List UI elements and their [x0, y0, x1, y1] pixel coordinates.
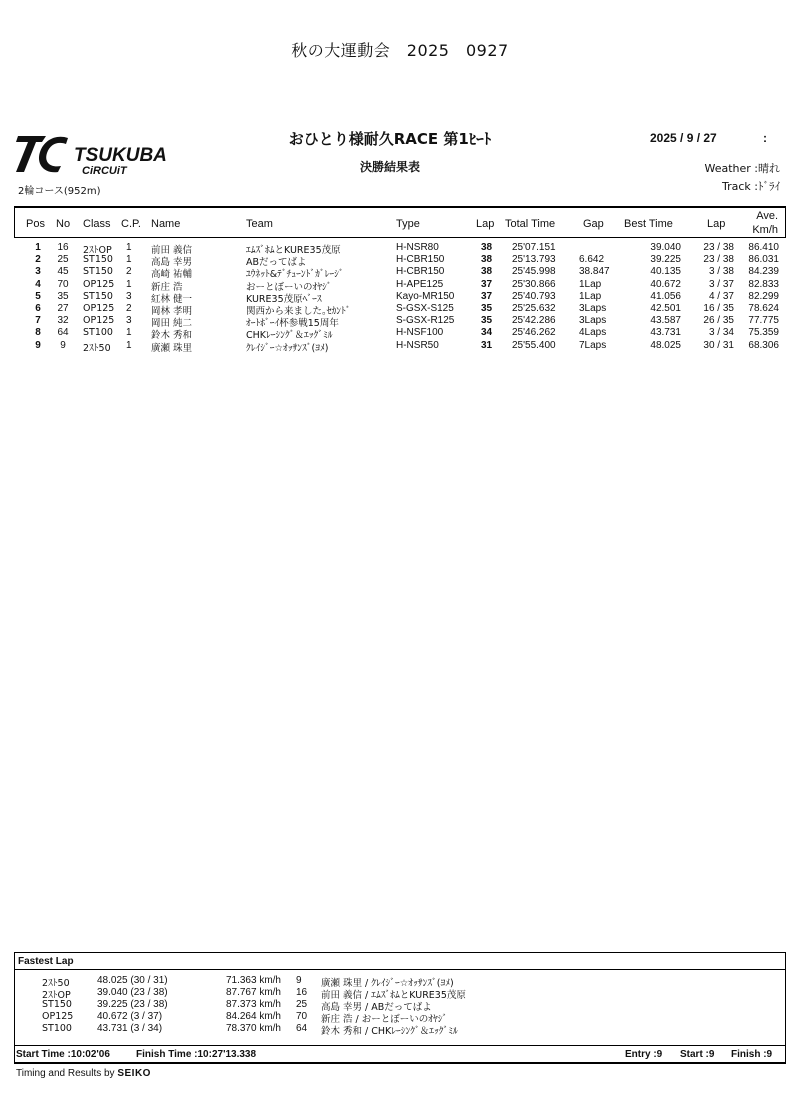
result-lap: 35	[481, 315, 493, 327]
col-pos: Pos	[26, 218, 45, 230]
result-ave: 75.359	[748, 327, 779, 339]
result-pos: 1	[35, 242, 41, 253]
result-type: H-CBR150	[396, 254, 445, 266]
result-total: 25'30.866	[512, 278, 556, 290]
fastest-lap-row	[0, 1023, 800, 1035]
result-lap: 37	[481, 290, 493, 302]
result-type: H-APE125	[396, 278, 444, 290]
result-class: OP125	[83, 315, 115, 327]
fastest-lap-time: 40.672 (3 / 37)	[97, 1011, 163, 1022]
result-best-lap: 30 / 31	[703, 339, 734, 351]
result-row	[0, 291, 800, 303]
fastest-lap-no: 25	[296, 999, 308, 1010]
result-pos: 3	[35, 266, 41, 278]
result-type: S-GSX-R125	[396, 315, 455, 327]
result-no: 25	[57, 254, 69, 266]
credit-prefix: Timing and Results by	[16, 1068, 118, 1079]
result-team: CHKﾚｰｼﾝｸﾞ＆ｴｯｸﾞﾐﾙ	[246, 330, 333, 342]
result-total: 25'40.793	[512, 290, 556, 302]
result-name: 前田 義信	[151, 245, 193, 256]
fastest-lap-class: 2ｽﾄOP	[42, 990, 71, 1001]
result-ave: 82.833	[748, 278, 779, 290]
result-best-lap: 3 / 34	[708, 327, 734, 339]
result-no: 9	[60, 339, 66, 351]
result-ave: 78.624	[748, 303, 779, 314]
result-row	[0, 279, 800, 291]
result-cp: 1	[126, 278, 132, 290]
result-class: 2ｽﾄOP	[83, 245, 112, 256]
result-gap: 1Lap	[579, 278, 602, 290]
result-best-lap: 23 / 38	[703, 242, 734, 253]
result-total: 25'42.286	[512, 315, 556, 327]
finish-count: Finish :9	[731, 1049, 773, 1060]
result-ave: 86.031	[748, 254, 779, 266]
result-gap: 1Lap	[579, 290, 602, 302]
result-cp: 3	[126, 290, 132, 302]
col-lap: Lap	[476, 218, 495, 230]
tc-logo-icon	[16, 132, 196, 178]
fastest-lap-rider: 新庄 浩 / おーとぼーいのｵﾔｼﾞ	[321, 1014, 448, 1025]
result-cp: 1	[126, 327, 132, 339]
result-type: S-GSX-S125	[396, 303, 454, 314]
fastest-lap-class: 2ｽﾄ50	[42, 978, 70, 989]
result-type: H-NSR80	[396, 242, 439, 253]
race-time-placeholder: :	[763, 131, 767, 145]
result-lap: 34	[481, 327, 493, 339]
tsukuba-circuit-logo	[16, 132, 196, 178]
result-no: 70	[57, 278, 69, 290]
result-best: 48.025	[650, 339, 681, 351]
entry-count: Entry :9	[625, 1049, 663, 1060]
result-row	[0, 254, 800, 269]
table-header-left-border	[14, 206, 15, 238]
fastest-lap-row	[0, 1011, 800, 1023]
result-no: 32	[57, 315, 69, 327]
col-ave-line1: Ave.	[756, 210, 778, 222]
fastest-lap-time: 48.025 (30 / 31)	[97, 975, 168, 986]
result-total: 25'55.400	[512, 339, 556, 351]
result-pos: 8	[35, 327, 41, 339]
result-lap: 38	[481, 242, 493, 253]
result-name: 高島 幸男	[151, 257, 193, 269]
track-label: Track :ﾄﾞﾗｲ	[722, 180, 780, 193]
table-header-top-border	[14, 206, 786, 208]
fastest-lap-rider: 廣瀬 珠里 / ｸﾚｲｼﾞｰ☆ｵｯｻﾝｽﾞ(ﾖﾒ)	[321, 978, 454, 989]
result-best-lap: 3 / 37	[708, 278, 734, 290]
seiko-brand: SEIKO	[117, 1068, 151, 1079]
result-row	[0, 327, 800, 342]
result-best: 40.672	[650, 278, 681, 290]
result-team: ｵｰﾄﾎﾞｰｲ杯参戦15周年	[246, 318, 339, 330]
result-lap: 35	[481, 303, 493, 314]
fastest-lap-class: ST150	[42, 999, 72, 1010]
fastest-lap-speed: 87.767 km/h	[225, 987, 281, 998]
fastest-lap-speed: 84.264 km/h	[225, 1011, 281, 1022]
result-pos: 5	[35, 290, 41, 302]
fastest-lap-no: 9	[296, 975, 302, 986]
result-pos: 7	[35, 315, 41, 327]
result-pos: 6	[35, 303, 41, 314]
result-ave: 77.775	[748, 315, 779, 327]
result-row	[0, 266, 800, 281]
fastest-lap-speed: 71.363 km/h	[225, 975, 281, 986]
result-best-lap: 16 / 35	[703, 303, 734, 314]
result-pos: 9	[35, 339, 41, 351]
result-row	[0, 242, 800, 254]
start-time: Start Time :10:02'06	[16, 1049, 110, 1060]
result-gap: 6.642	[579, 254, 605, 266]
result-team: ABだってばよ	[246, 257, 307, 269]
fastest-lap-speed: 78.370 km/h	[225, 1023, 281, 1034]
event-title: 秋の大運動会 2025 0927	[291, 41, 509, 60]
result-total: 25'46.262	[512, 327, 556, 339]
result-ave: 86.410	[748, 242, 779, 253]
result-name: 岡林 孝明	[151, 306, 193, 317]
fastest-lap-rider: 高島 幸男 / ABだってばよ	[321, 1002, 432, 1013]
col-team: Team	[246, 218, 273, 230]
result-best: 43.731	[650, 327, 681, 339]
result-cp: 1	[126, 242, 132, 253]
table-header-bottom-border	[14, 237, 786, 238]
col-name: Name	[151, 218, 181, 230]
result-class: ST150	[83, 254, 113, 266]
result-cp: 2	[126, 303, 132, 314]
fastest-lap-no: 64	[296, 1023, 308, 1034]
weather-label: Weather :晴れ	[704, 162, 780, 175]
fastest-lap-time: 43.731 (3 / 34)	[97, 1023, 163, 1034]
result-team: おーとぼーいのｵﾔｼﾞ	[246, 281, 332, 293]
course-label: 2輪コース(952m)	[18, 186, 101, 197]
result-gap: 3Laps	[579, 315, 607, 327]
result-ave: 82.299	[748, 290, 779, 302]
col-total-time: Total Time	[505, 218, 556, 230]
fastest-lap-no: 16	[296, 987, 308, 998]
result-row	[0, 315, 800, 330]
result-row	[0, 340, 800, 352]
result-team: ｸﾚｲｼﾞｰ☆ｵｯｻﾝｽﾞ(ﾖﾒ)	[246, 342, 329, 354]
result-lap: 38	[481, 266, 493, 278]
result-type: H-NSF100	[396, 327, 444, 339]
result-total: 25'07.151	[512, 242, 556, 253]
race-date: 2025 / 9 / 27	[650, 131, 717, 145]
result-team: ｴﾑｽﾞﾎﾑとKURE35茂原	[246, 245, 341, 256]
result-best-lap: 3 / 38	[708, 266, 734, 278]
result-ave: 68.306	[748, 339, 779, 351]
result-no: 27	[57, 303, 69, 314]
col-class: Class	[83, 218, 111, 230]
result-cp: 2	[126, 266, 132, 278]
fastest-lap-row	[0, 999, 800, 1011]
fastest-lap-no: 70	[296, 1011, 308, 1022]
result-team: 関西から来ました｡ｾｶﾝﾄﾞ	[246, 306, 351, 317]
fastest-lap-title: Fastest Lap	[18, 956, 74, 967]
result-best: 39.040	[650, 242, 681, 253]
result-lap: 31	[481, 339, 493, 351]
result-pos: 4	[35, 278, 41, 290]
result-no: 35	[57, 290, 69, 302]
result-gap: 3Laps	[579, 303, 607, 314]
timing-credit	[16, 1068, 151, 1079]
result-no: 16	[57, 242, 69, 253]
fastest-lap-rider: 鈴木 秀和 / CHKﾚｰｼﾝｸﾞ＆ｴｯｸﾞﾐﾙ	[321, 1026, 458, 1037]
result-gap: 38.847	[579, 266, 610, 278]
result-total: 25'45.998	[512, 266, 556, 278]
result-lap: 38	[481, 254, 493, 266]
result-total: 25'25.632	[512, 303, 556, 314]
logo-text-circuit: CiRCUiT	[82, 165, 127, 177]
result-type: Kayo-MR150	[396, 290, 455, 302]
result-cp: 1	[126, 339, 132, 351]
result-pos: 2	[35, 254, 41, 266]
result-team: KURE35茂原ﾍﾞｰｽ	[246, 293, 322, 305]
result-cp: 1	[126, 254, 132, 266]
start-count: Start :9	[680, 1049, 715, 1060]
fastest-lap-row	[0, 987, 800, 999]
fastest-lap-time: 39.040 (23 / 38)	[97, 987, 168, 998]
result-class: 2ｽﾄ50	[83, 342, 111, 354]
result-name: 岡田 純二	[151, 318, 193, 330]
col-type: Type	[396, 218, 420, 230]
fastest-lap-row	[0, 975, 800, 987]
race-subtitle: 決勝結果表	[359, 160, 420, 174]
col-best-time: Best Time	[624, 218, 673, 230]
footer-top-border	[14, 1045, 786, 1046]
result-best: 40.135	[650, 266, 681, 278]
result-type: H-NSR50	[396, 339, 439, 351]
result-gap: 7Laps	[579, 339, 607, 351]
result-name: 紅林 健一	[151, 293, 193, 305]
result-best-lap: 4 / 37	[708, 290, 734, 302]
result-gap: 4Laps	[579, 327, 607, 339]
result-best: 41.056	[650, 290, 681, 302]
result-name: 高崎 祐輔	[151, 269, 193, 281]
finish-time: Finish Time :10:27'13.338	[136, 1049, 257, 1060]
col-ave-line2: Km/h	[752, 224, 778, 236]
race-title: おひとり様耐久RACE 第1ﾋｰﾄ	[288, 130, 492, 148]
result-class: ST150	[83, 290, 113, 302]
result-best: 39.225	[650, 254, 681, 266]
result-no: 64	[57, 327, 69, 339]
fastest-lap-rider: 前田 義信 / ｴﾑｽﾞﾎﾑとKURE35茂原	[321, 990, 466, 1001]
result-no: 45	[57, 266, 69, 278]
col-best-lap: Lap	[707, 218, 726, 230]
result-ave: 84.239	[748, 266, 779, 278]
col-cp: C.P.	[121, 218, 141, 230]
result-best: 42.501	[650, 303, 681, 314]
result-cp: 3	[126, 315, 132, 327]
footer-bottom-border	[14, 1062, 786, 1064]
result-best-lap: 23 / 38	[703, 254, 734, 266]
result-best: 43.587	[650, 315, 681, 327]
fastest-lap-divider	[14, 969, 786, 970]
result-total: 25'13.793	[512, 254, 556, 266]
result-class: OP125	[83, 303, 115, 314]
result-name: 鈴木 秀和	[151, 330, 193, 342]
result-type: H-CBR150	[396, 266, 445, 278]
result-name: 廣瀬 珠里	[151, 342, 193, 354]
logo-text-tsukuba: TSUKUBA	[74, 145, 167, 166]
fastest-lap-class: OP125	[42, 1011, 74, 1022]
fastest-lap-time: 39.225 (23 / 38)	[97, 999, 168, 1010]
result-row	[0, 303, 800, 315]
result-team: ﾕｳﾈｯﾄ&ﾃﾞﾁｭｰﾝﾄﾞｶﾞﾚｰｼﾞ	[246, 269, 344, 281]
fastest-lap-speed: 87.373 km/h	[225, 999, 281, 1010]
result-name: 新庄 浩	[151, 281, 183, 293]
result-class: OP125	[83, 278, 115, 290]
result-class: ST100	[83, 327, 113, 339]
table-header-right-border	[785, 206, 786, 238]
result-lap: 37	[481, 278, 493, 290]
col-ave-speed	[740, 209, 778, 237]
result-best-lap: 26 / 35	[703, 315, 734, 327]
result-class: ST150	[83, 266, 113, 278]
col-no: No	[56, 218, 71, 230]
col-gap: Gap	[583, 218, 604, 230]
fastest-lap-class: ST100	[42, 1023, 72, 1034]
